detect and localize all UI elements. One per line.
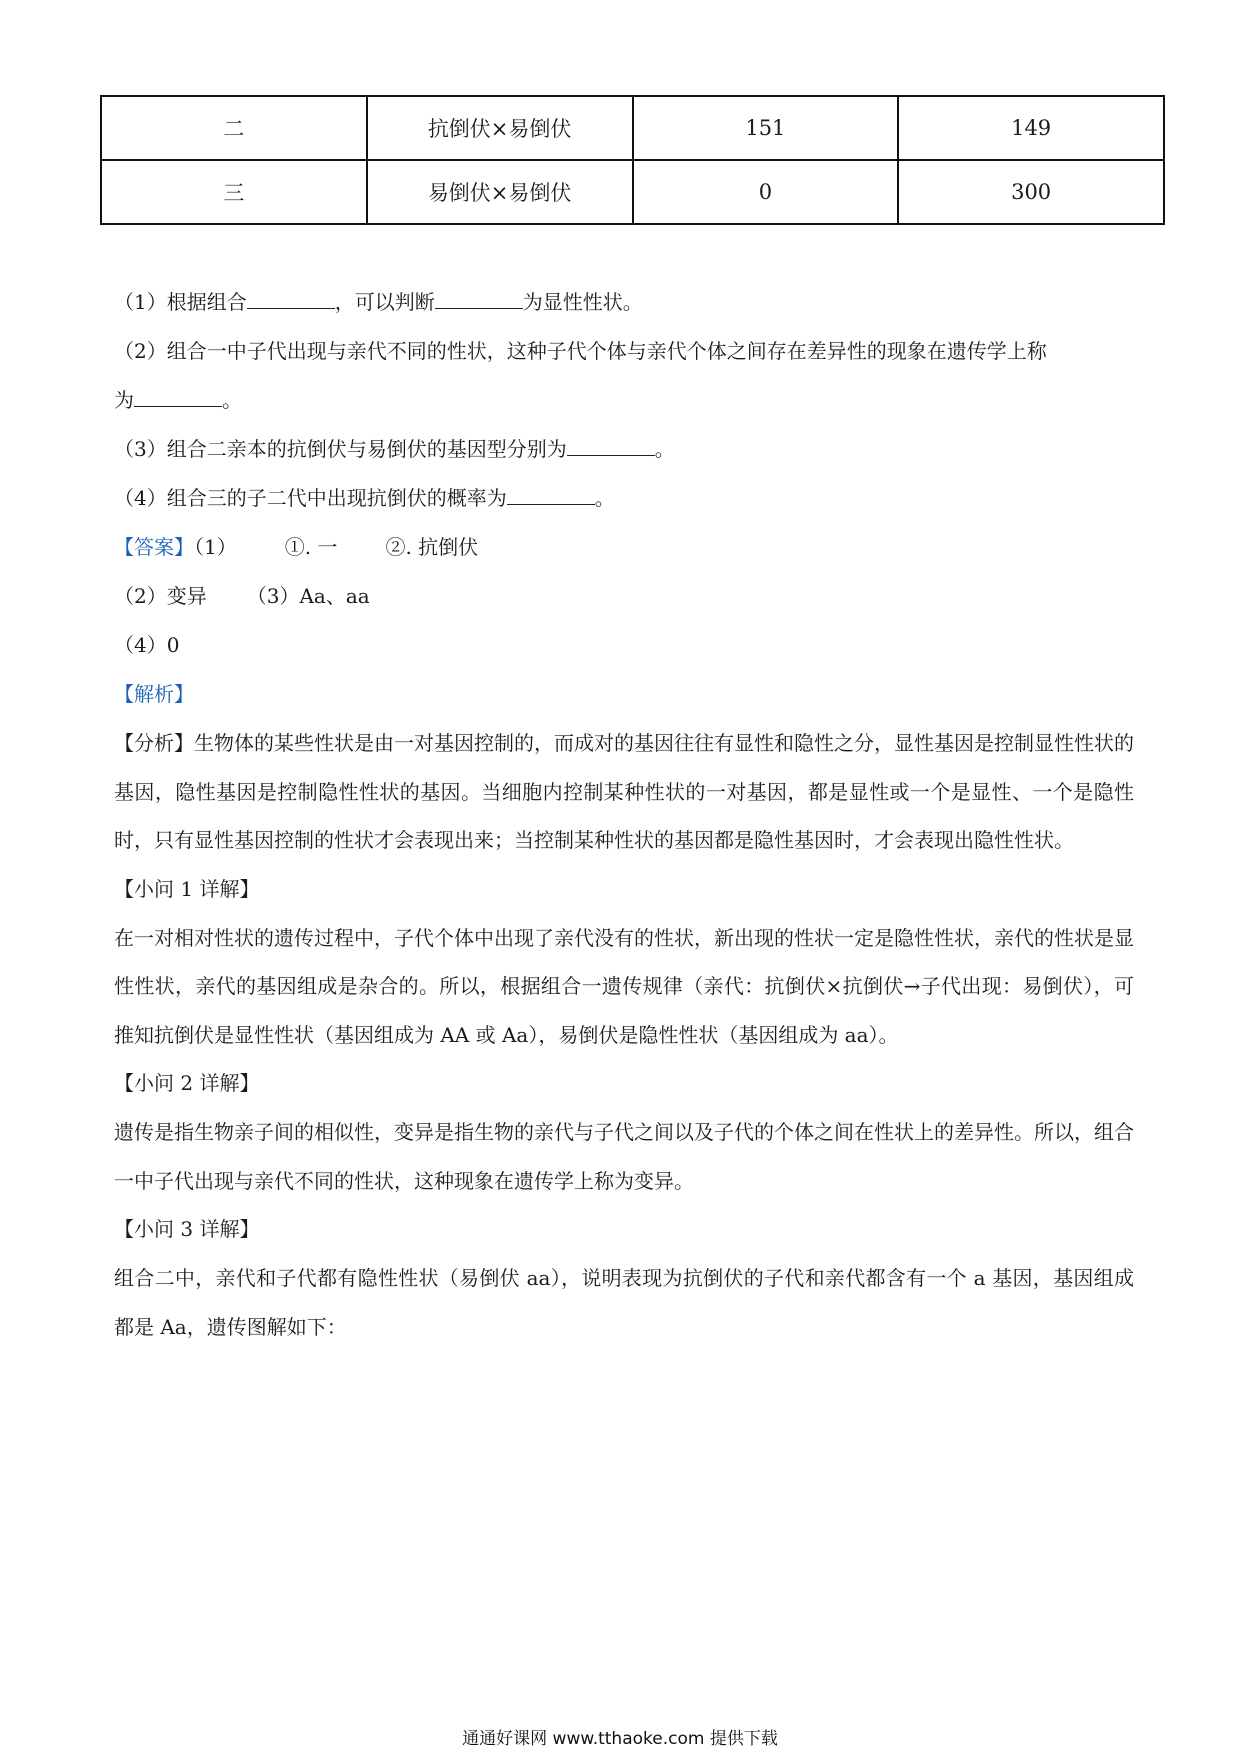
table-cell-cross: 易倒伏×易倒伏 [367,160,633,224]
analysis-label: 【解析】 [114,682,194,706]
fenxi-text: 生物体的某些性状是由一对基因控制的，而成对的基因往往有显性和隐性之分，显性基因是控制显性性状的基因，隐性基因是控制隐性性状的基因。当细胞内控制某种性状的一对基因，都是显性或一个是显性、一个是隐性时，只有显性基因控制的性状才会表现出来；当控制某种性状的基因都是隐性基因时，才会表现出隐性性状。 [114,731,1134,852]
table-cell-group: 三 [101,160,367,224]
detail-3-label: 【小问 3 详解】 [114,1217,260,1241]
table-cell-susceptible: 300 [898,160,1164,224]
fenxi-label: 【分析】 [114,731,194,755]
question-3-text-b: 。 [654,437,675,461]
question-1-text-a: （1）根据组合 [114,290,247,314]
analysis-heading [114,670,1134,719]
question-1-text-c: 为显性性状。 [522,290,643,314]
detail-2-heading [114,1059,1134,1108]
detail-3-paragraph [114,1254,1134,1351]
question-3 [114,425,1134,474]
question-4-text-b: 。 [594,486,615,510]
detail-1-heading [114,865,1134,914]
question-1-text-b: ，可以判断 [334,290,435,314]
answer-blank [567,437,655,456]
answer-line-2 [114,572,1134,621]
table-cell-resistant: 151 [633,96,899,160]
question-2-text: （2）组合一中子代出现与亲代不同的性状，这种子代个体与亲代个体之间存在差异性的现象在遗传学上称 [114,339,1047,363]
question-2-text-a: 为 [114,388,134,412]
question-content [114,278,1134,1351]
table-row [101,96,1164,160]
answer-2: （2）变异 [114,584,207,608]
answer-3: （3）Aa、aa [246,584,370,608]
detail-1-text: 在一对相对性状的遗传过程中，子代个体中出现了亲代没有的性状，新出现的性状一定是隐性性状，亲代的性状是显性性状，亲代的基因组成是杂合的。所以，根据组合一遗传规律（亲代：抗倒伏×抗倒伏→子代出现：易倒伏），可推知抗倒伏是显性性状（基因组成为 AA 或 Aa），易倒伏是隐性性状（基因组成为 aa）。 [114,925,1134,1047]
question-4-text-a: （4）组合三的子二代中出现抗倒伏的概率为 [114,486,507,510]
question-2-text-b: 。 [222,388,242,412]
answer-blank [435,290,523,309]
answer-line-3 [114,621,1134,670]
table-cell-resistant: 0 [633,160,899,224]
answer-blank [134,388,222,407]
answer-item-2: ②. 抗倒伏 [385,535,479,559]
page-footer: 通通好课网 www.tthaoke.com 提供下载 [462,1729,778,1749]
detail-2-label: 【小问 2 详解】 [114,1071,260,1095]
question-2-line-2 [114,376,1134,425]
answer-prefix: （1） [194,535,237,559]
question-1 [114,278,1134,327]
table-row [101,160,1164,224]
table-cell-susceptible: 149 [898,96,1164,160]
answer-blank [247,290,335,309]
question-2-line-1 [114,327,1134,376]
table-cell-group: 二 [101,96,367,160]
question-3-text-a: （3）组合二亲本的抗倒伏与易倒伏的基因型分别为 [114,437,567,461]
detail-1-paragraph [114,914,1134,1060]
answer-line-1 [114,523,1134,572]
answer-4: （4）0 [114,633,180,657]
detail-1-label: 【小问 1 详解】 [114,876,260,901]
answer-item-1: ①. 一 [284,535,338,559]
detail-3-text: 组合二中，亲代和子代都有隐性性状（易倒伏 aa），说明表现为抗倒伏的子代和亲代都含有一个 a 基因，基因组成都是 Aa，遗传图解如下： [114,1266,1134,1339]
answer-blank [507,486,595,505]
analysis-paragraph [114,719,1134,865]
table-cell-cross: 抗倒伏×易倒伏 [367,96,633,160]
question-4 [114,474,1134,523]
cross-results-table [100,95,1165,225]
detail-2-text: 遗传是指生物亲子间的相似性，变异是指生物的亲代与子代之间以及子代的个体之间在性状上的差异性。所以，组合一中子代出现与亲代不同的性状，这种现象在遗传学上称为变异。 [114,1120,1134,1193]
answer-label: 【答案】 [114,535,194,559]
detail-3-heading [114,1205,1134,1254]
detail-2-paragraph [114,1108,1134,1205]
